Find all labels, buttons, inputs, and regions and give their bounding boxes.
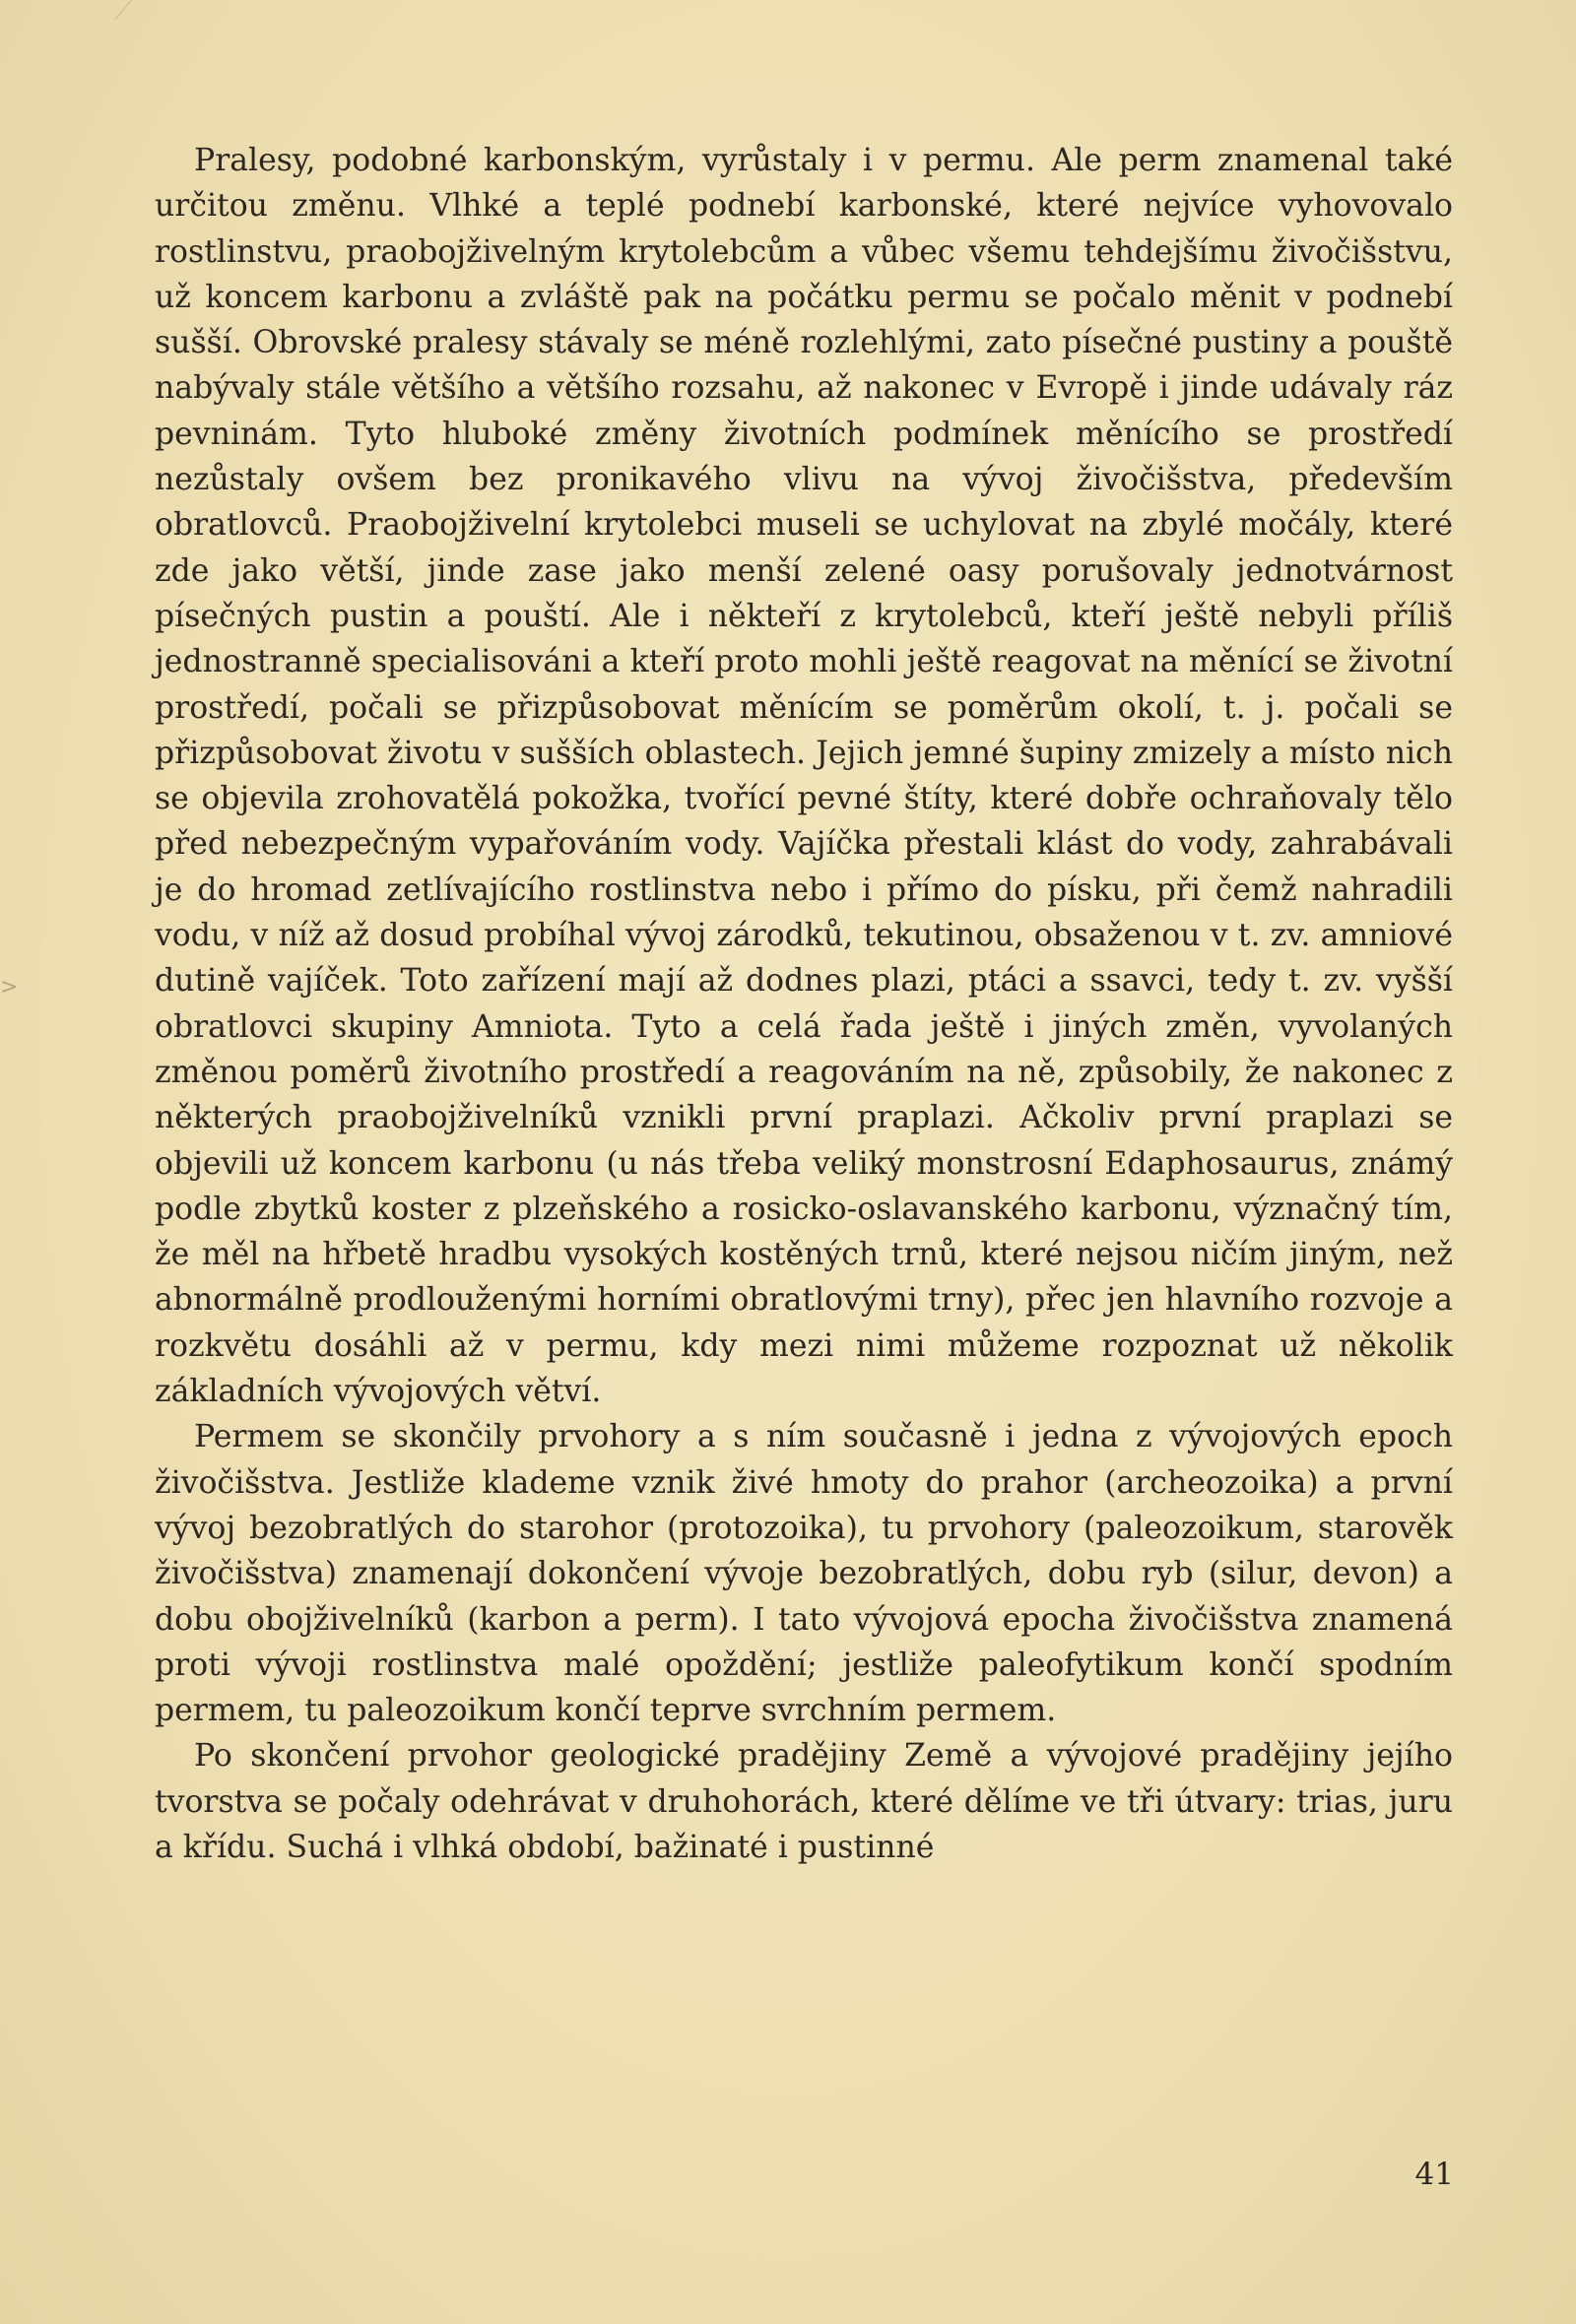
paragraph-3: Po skončení prvohor geologické pradějiny Země a vývojové pradějiny jejího tvorstva se počaly odehrávat v druhohorách, které dělíme ve tři útvary: trias, juru a křídu. Suchá i vlhká období, bažinaté i pustinné (155, 1738, 1453, 1865)
body-text (155, 138, 1453, 1870)
page-number: 41 (1414, 2157, 1454, 2192)
paragraph-1: Pralesy, podobné karbonským, vyrůstaly i v permu. Ale perm znamenal také určitou změnu. Vlhké a teplé podnebí karbonské, které nejvíce vyhovovalo rostlinstvu, praobojživelným krytolebcům a vůbec všemu tehdejšímu živočišstvu, už koncem karbonu a zvláště pak na počátku permu se počalo měnit v podnebí sušší. Obrovské pralesy stávaly se méně rozlehlými, zato písečné pustiny a pouště nabývaly stále většího a většího rozsahu, až nakonec v Evropě i jinde udávaly ráz pevninám. Tyto hluboké změny životních podmínek měnícího se prostředí nezůstaly ovšem bez pronikavého vlivu na vývoj živočišstva, především obratlovců. Praobojživelní krytolebci museli se uchylovat na zbylé močály, které zde jako větší, jinde zase jako menší zelené oasy porušovaly jednotvárnost písečných pustin a pouští. Ale i někteří z krytolebců, kteří ještě nebyli příliš jednostranně specialisováni a kteří proto mohli ještě reagovat na měnící se životní prostředí, počali se přizpůsobovat měnícím se poměrům okolí, t. j. počali se přizpůsobovat životu v sušších oblastech. Jejich jemné šupiny zmizely a místo nich se objevila zrohovatělá pokožka, tvořící pevné štíty, které dobře ochraňovaly tělo před nebezpečným vypařováním vody. Vajíčka přestali klást do vody, zahrabávali je do hromad zetlívajícího rostlinstva nebo i přímo do písku, při čemž nahradili vodu, v níž až dosud probíhal vývoj zárodků, tekutinou, obsaženou v t. zv. amniové dutině vajíček. Toto zařízení mají až dodnes plazi, ptáci a ssavci, tedy t. zv. vyšší obratlovci skupiny Amniota. Tyto a celá řada ještě i jiných změn, vyvolaných změnou poměrů životního prostředí a reagováním na ně, způsobily, že nakonec z některých praobojživelníků vznikli první praplazi. Ačkoliv první praplazi se objevili už koncem karbonu (u nás třeba veliký monstrosní Edaphosaurus, známý podle zbytků koster z plzeňského a rosicko-oslavanského karbonu, význačný tím, že měl na hřbetě hradbu vysokých kostěných trnů, které nejsou ničím jiným, než abnormálně prodlouženými horními obratlovými trny), přec jen hlavního rozvoje a rozkvětu dosáhli až v permu, kdy mezi nimi můžeme rozpoznat už několik základních vývojových větví. (155, 143, 1453, 1410)
corner-mark (91, 0, 133, 20)
margin-mark: > (0, 975, 19, 1000)
paragraph-2: Permem se skončily prvohory a s ním současně i jedna z vývojových epoch živočišstva. Jestliže klademe vznik živé hmoty do prahor (archeozoika) a první vývoj bezobratlých do starohor (protozoika), tu prvohory (paleozoikum, starověk živočišstva) znamenají dokončení vývoje bezobratlých, dobu ryb (silur, devon) a dobu obojživelníků (karbon a perm). I tato vývojová epocha živočišstva znamená proti vývoji rostlinstva malé opoždění; jestliže paleofytikum končí spodním permem, tu paleozoikum končí teprve svrchním permem. (155, 1419, 1453, 1729)
